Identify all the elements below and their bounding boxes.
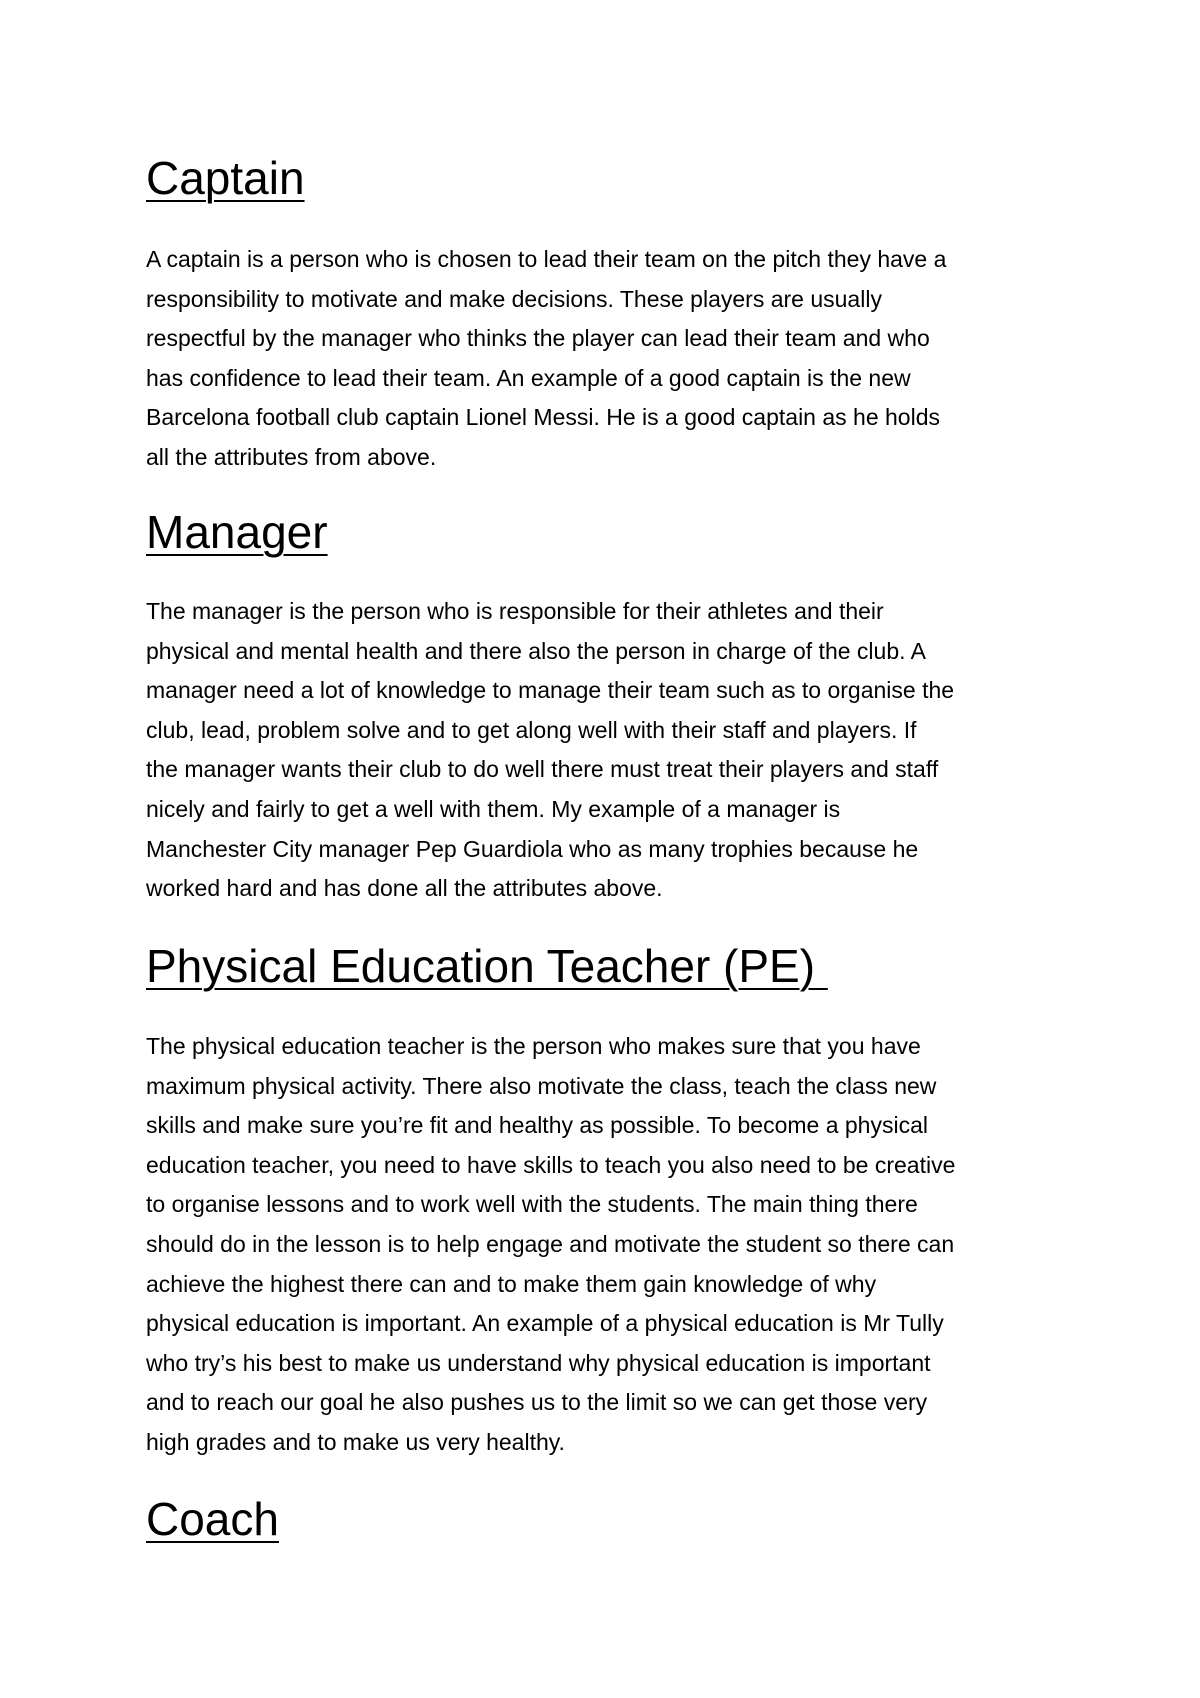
heading-pe-teacher: Physical Education Teacher (PE) xyxy=(146,940,828,992)
paragraph-line: respectful by the manager who thinks the player can lead their team and who xyxy=(146,325,930,352)
paragraph-line: physical and mental health and there also the person in charge of the club. A xyxy=(146,637,926,664)
paragraph-line: club, lead, problem solve and to get along well with their staff and players. If xyxy=(146,716,917,743)
paragraph-line: manager need a lot of knowledge to manage their team such as to organise the xyxy=(146,677,955,704)
paragraph-line: achieve the highest there can and to make them gain knowledge of why xyxy=(146,1270,877,1297)
paragraph-line: to organise lessons and to work well with the students. The main thing there xyxy=(146,1191,918,1218)
paragraph-line: responsibility to motivate and make decisions. These players are usually xyxy=(146,285,882,312)
paragraph-line: The physical education teacher is the person who makes sure that you have xyxy=(146,1033,921,1059)
paragraph-line: high grades and to make us very healthy. xyxy=(146,1428,565,1455)
heading-captain: Captain xyxy=(146,152,305,204)
paragraph-line: Barcelona football club captain Lionel Messi. He is a good captain as he holds xyxy=(146,404,940,431)
paragraph-line: should do in the lesson is to help engage and motivate the student so there can xyxy=(146,1230,955,1257)
heading-manager: Manager xyxy=(146,506,328,558)
paragraph-line: who try’s his best to make us understand why physical education is important xyxy=(146,1349,931,1376)
paragraph-pe-teacher xyxy=(146,1027,1076,1463)
paragraph-line: A captain is a person who is chosen to lead their team on the pitch they have a xyxy=(146,246,947,272)
paragraph-line: The manager is the person who is responsible for their athletes and their xyxy=(146,598,884,624)
paragraph-line: the manager wants their club to do well there must treat their players and staff xyxy=(146,756,939,783)
paragraph-line: skills and make sure you’re fit and healthy as possible. To become a physical xyxy=(146,1112,928,1139)
heading-coach: Coach xyxy=(146,1493,279,1545)
paragraph-line: physical education is important. An example of a physical education is Mr Tully xyxy=(146,1310,944,1337)
paragraph-captain xyxy=(146,240,1076,478)
paragraph-manager xyxy=(146,592,1076,909)
paragraph-line: all the attributes from above. xyxy=(146,443,437,470)
paragraph-line: education teacher, you need to have skills to teach you also need to be creative xyxy=(146,1151,956,1178)
paragraph-line: worked hard and has done all the attributes above. xyxy=(146,875,663,902)
paragraph-line: and to reach our goal he also pushes us to the limit so we can get those very xyxy=(146,1389,928,1416)
paragraph-line: maximum physical activity. There also motivate the class, teach the class new xyxy=(146,1072,937,1099)
paragraph-line: nicely and fairly to get a well with them. My example of a manager is xyxy=(146,795,841,822)
paragraph-line: Manchester City manager Pep Guardiola who as many trophies because he xyxy=(146,835,919,862)
paragraph-line: has confidence to lead their team. An example of a good captain is the new xyxy=(146,364,911,391)
